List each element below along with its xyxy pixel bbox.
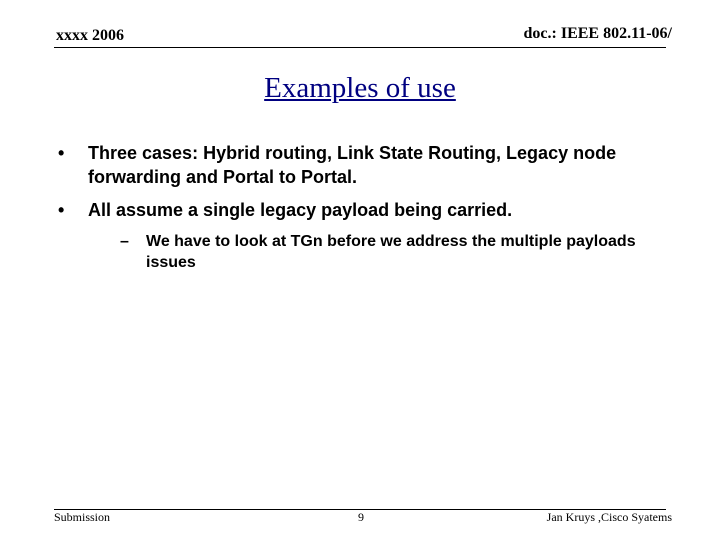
footer-submission: Submission (54, 510, 111, 524)
footer-page-number: 9 (358, 510, 364, 524)
header-divider (54, 47, 666, 48)
header-date: xxxx 2006 (56, 27, 124, 44)
sub-bullet-item (120, 231, 658, 273)
header-doc-id: doc.: IEEE 802.11-06/ (523, 25, 672, 42)
sub-bullet-text: We have to look at TGn before we address the multiple payloads issues (146, 233, 636, 271)
bullet-text: Three cases: Hybrid routing, Link State Routing, Legacy node forwarding and Portal to Portal. (88, 143, 617, 187)
bullet-dot-icon: • (58, 143, 65, 163)
footer-author: Jan Kruys ,Cisco Syatems (546, 510, 672, 524)
slide-title (0, 72, 720, 105)
bullet-item (58, 198, 658, 222)
sub-bullet-dash-icon: – (120, 233, 129, 250)
bullet-item (58, 141, 658, 189)
bullet-dot-icon: • (58, 200, 65, 220)
slide-title-text: Examples of use (264, 72, 456, 104)
bullet-text: All assume a single legacy payload being carried. (88, 200, 513, 220)
slide-body (58, 141, 658, 273)
